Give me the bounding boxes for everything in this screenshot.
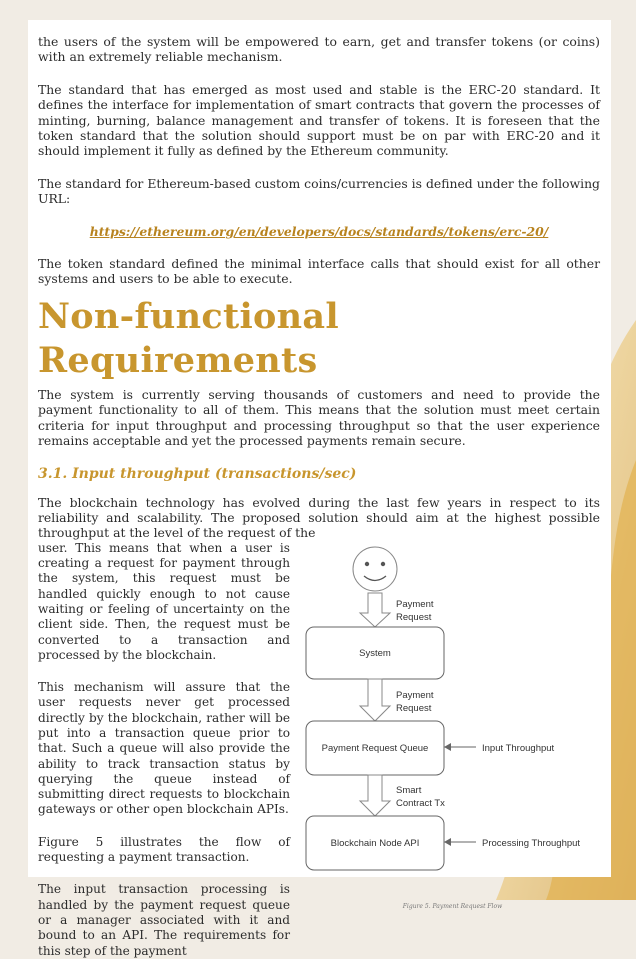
flow-arrow [360, 679, 390, 721]
left-column [38, 541, 290, 959]
page-content [38, 34, 600, 958]
section-intro: The system is currently serving thousands of customers and need to provide the payment functionality to all of them. This means that the solution must meet certain criteria for input throughput and processing throughput so that the user experience remains acceptable and yet the processed payments remain secure. [38, 386, 600, 449]
paragraph: The standard for Ethereum-based custom coins/currencies is defined under the following URL: [38, 175, 600, 207]
section-title: Non-functional Requirements [38, 295, 339, 381]
paragraph: user. This means that when a user is creating a request for payment through the system, this request must be handled quickly enough to not cause waiting or feeling of uncertainty on the client side. Then, the request must be converted to a transaction and processed by the blockchain. [38, 540, 290, 662]
figure-caption: Figure 5. Payment Request Flow [402, 902, 503, 910]
payment-flow-figure [300, 541, 605, 916]
paragraph: This mechanism will assure that the user requests never get processed directly by the blockchain, rather will be put into a transaction queue prior to that. Such a queue will also provide the ability to track transaction status by querying the queue instead of submitting direct requests to blockchain gateways or other open blockchain APIs. [38, 680, 290, 817]
arrow-label: Contract Tx [396, 797, 445, 809]
paragraph: The token standard defined the minimal interface calls that should exist for all other systems and users to be able to execute. [38, 256, 600, 287]
paragraph: The standard that has emerged as most used and stable is the ERC-20 standard. It defines the interface for implementation of smart contracts that govern the processes of minting, burning, balance management and transfer of tokens. It is foreseen that the token standard that the solution should support must be on par with ERC-20 and it should implement it fully as defined by the Ethereum community. [38, 81, 600, 159]
side-label: Input Throughput [482, 742, 555, 754]
user-smiley-icon [353, 547, 397, 591]
two-column-area [38, 540, 600, 958]
paragraph: the users of the system will be empowered to earn, get and transfer tokens (or coins) with an extremely reliable mechanism. [38, 34, 600, 65]
subsection-title: 3.1. Input throughput (transactions/sec) [38, 465, 357, 482]
flow-arrow [360, 775, 390, 816]
arrow-label: Request [396, 611, 432, 623]
box-label: Blockchain Node API [330, 837, 420, 849]
subsection-intro: The blockchain technology has evolved during the last few years in respect to its reliability and scalability. The proposed solution should aim at the highest possible throughput at the level of the request of the [38, 494, 600, 541]
box-label: System [359, 647, 391, 659]
box-label: Payment Request Queue [321, 742, 429, 754]
erc20-link[interactable]: https://ethereum.org/en/developers/docs/standards/tokens/erc-20/ [89, 223, 549, 239]
paragraph: Figure 5 illustrates the flow of requesting a payment transaction. [38, 834, 290, 865]
side-label: Processing Throughput [482, 837, 581, 849]
arrow-label: Payment [396, 689, 434, 701]
paragraph: The input transaction processing is handled by the payment request queue or a manager associated with it and bound to an API. The requirements for this step of the payment [38, 882, 290, 958]
flow-diagram [300, 541, 605, 901]
document-page [28, 20, 611, 958]
flow-arrow [360, 593, 390, 627]
arrow-label: Smart [396, 784, 422, 796]
arrow-label: Payment [396, 598, 434, 610]
arrow-label: Request [396, 702, 432, 714]
